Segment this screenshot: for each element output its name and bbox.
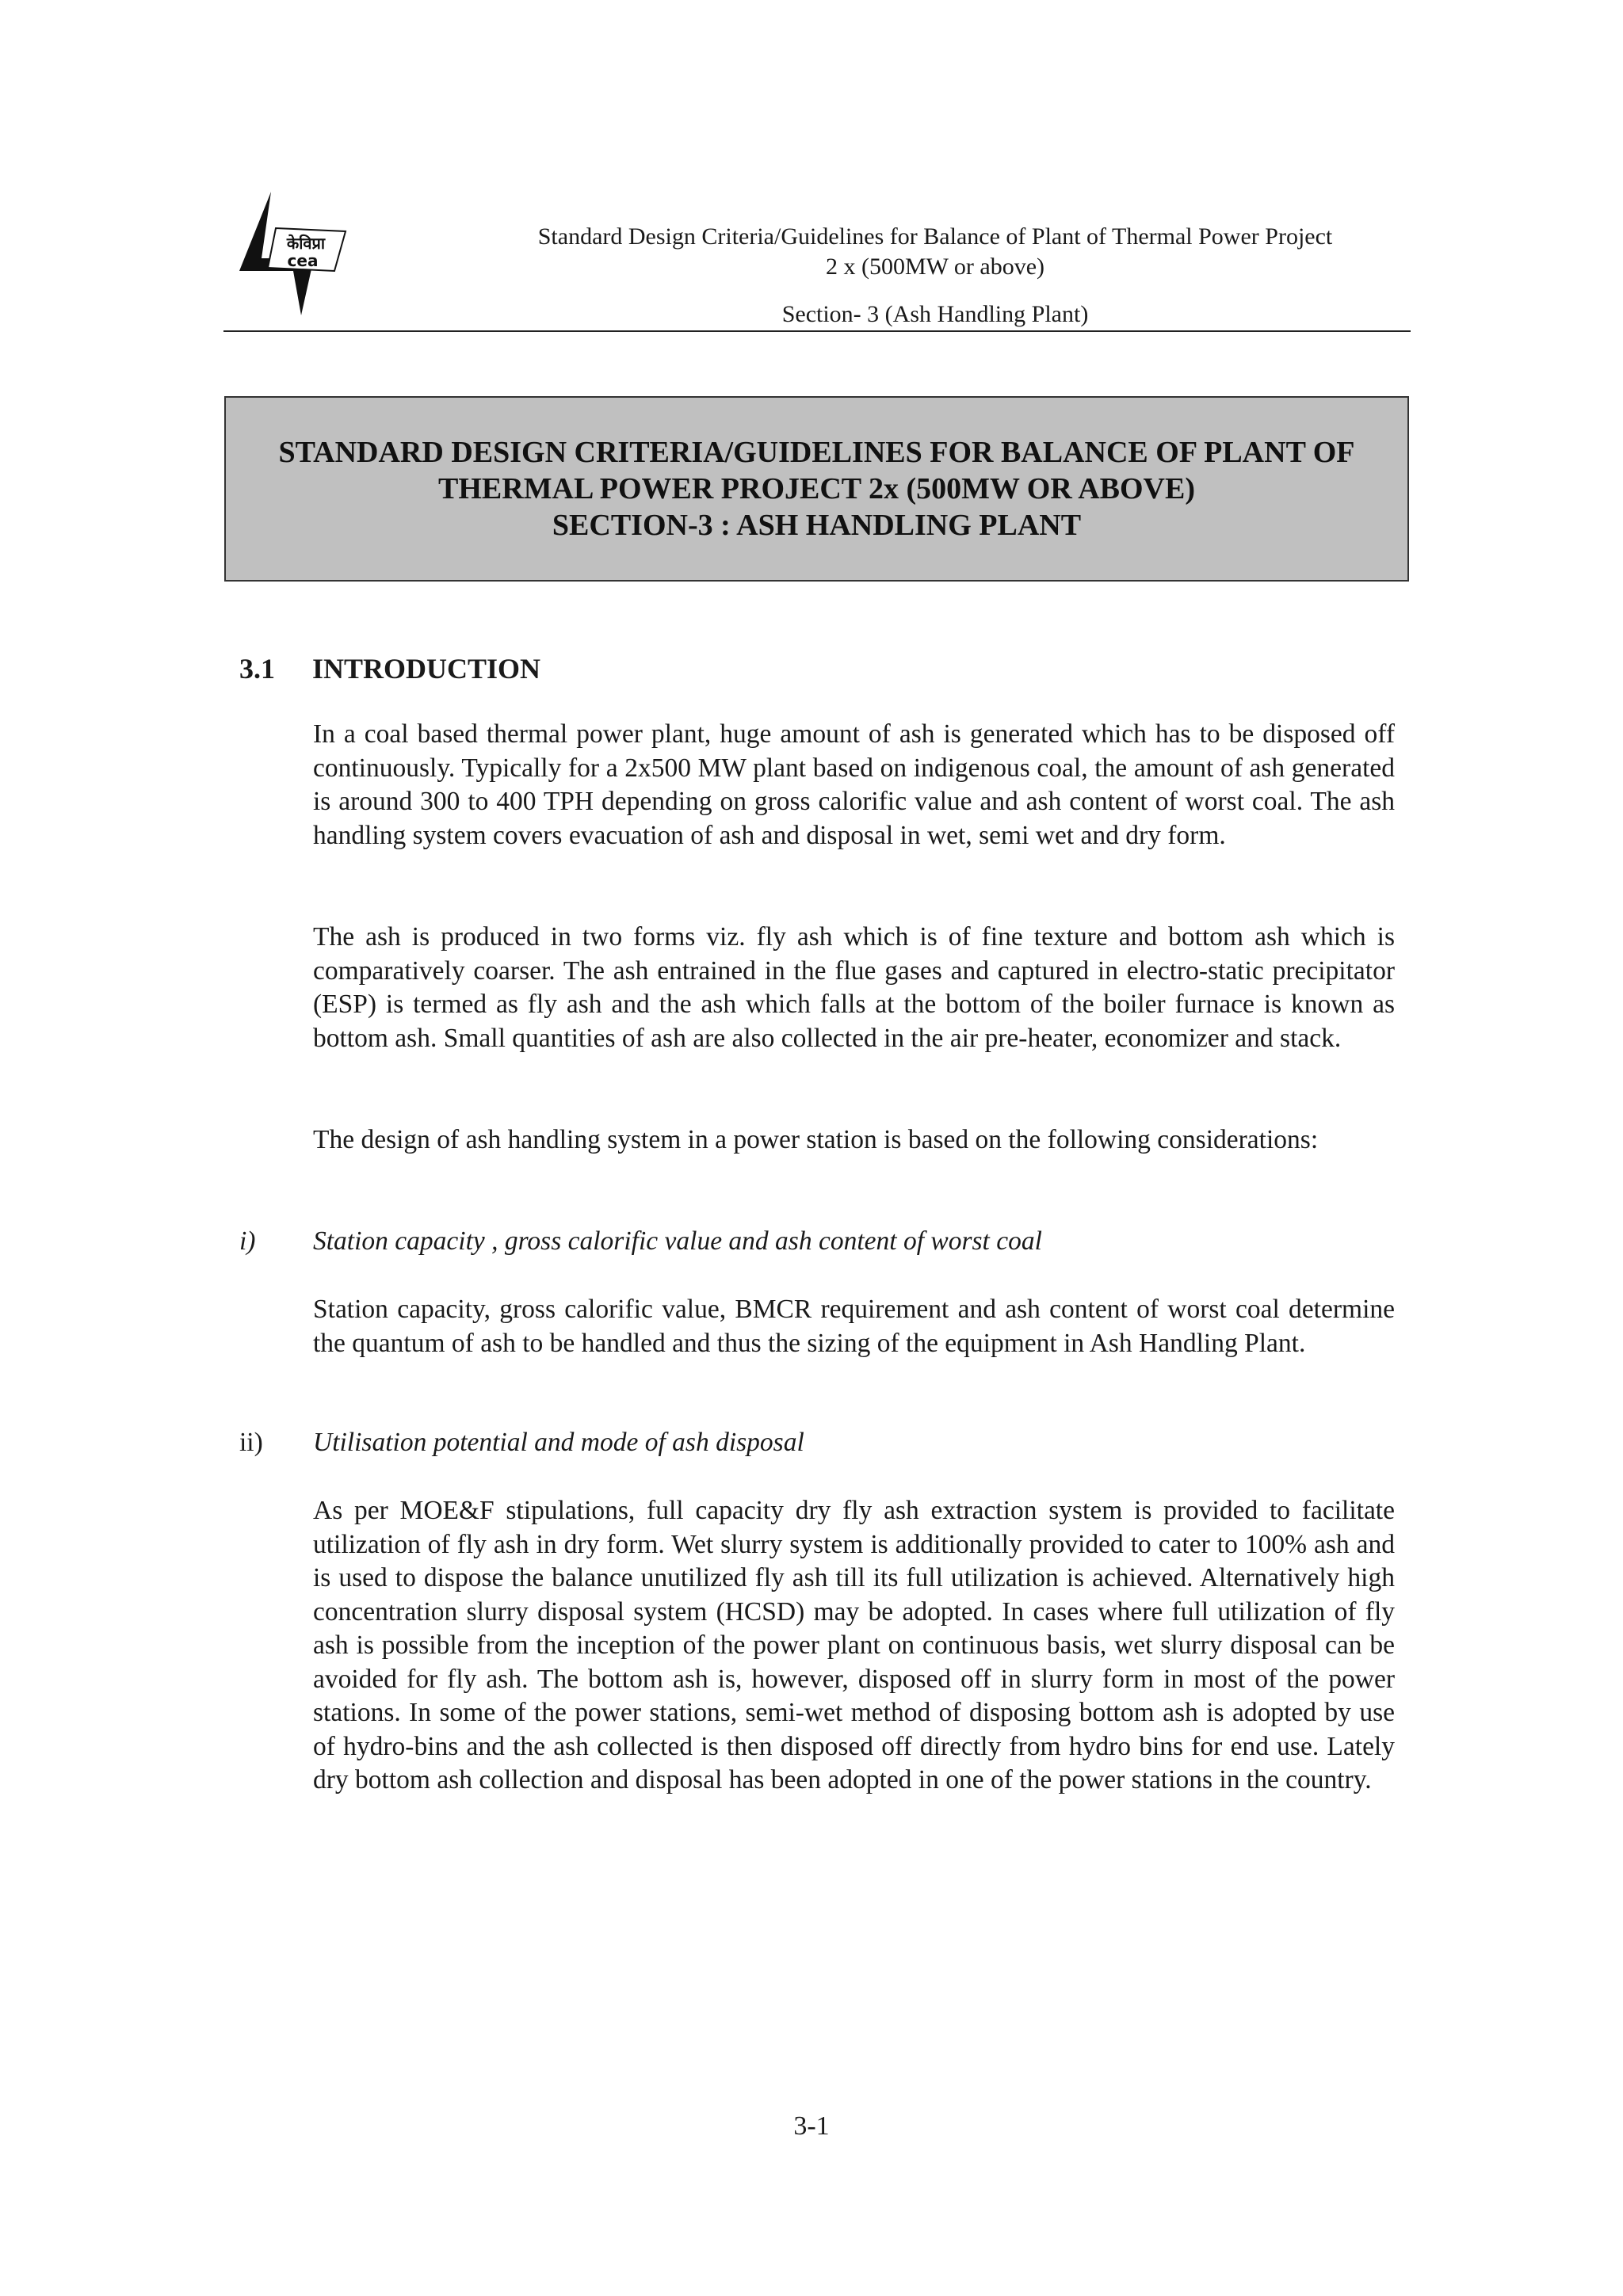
list-item-i-title: Station capacity , gross calorific value and ash content of worst coal [313, 1226, 1042, 1256]
list-marker-ii: ii) [239, 1428, 263, 1457]
list-marker-i: i) [239, 1226, 256, 1256]
cea-logo [238, 189, 349, 315]
paragraph-considerations: The design of ash handling system in a power station is based on the following considerations: [313, 1125, 1319, 1154]
section-number: 3.1 [239, 653, 275, 685]
title-box [224, 396, 1409, 582]
section-title: INTRODUCTION [312, 653, 541, 685]
header-divider [223, 330, 1411, 332]
title-line-3: SECTION-3 : ASH HANDLING PLANT [552, 509, 1082, 542]
header-line-2: 2 x (500MW or above) [825, 254, 1045, 280]
paragraph-station-capacity: Station capacity, gross calorific value, BMCR requirement and ash content of worst coal determine the quantum of ash to be handled and thus the sizing of the equipment in Ash Handling Plant. [313, 1295, 1395, 1358]
title-line-2: THERMAL POWER PROJECT 2x (500MW OR ABOVE) [438, 472, 1195, 505]
section-heading [239, 651, 540, 686]
list-item-i [239, 1225, 1042, 1258]
title-line-1: STANDARD DESIGN CRITERIA/GUIDELINES FOR BALANCE OF PLANT OF [278, 436, 1355, 469]
logo-cea-text: cea [287, 251, 319, 270]
list-item-ii [239, 1426, 804, 1459]
header-line-1: Standard Design Criteria/Guidelines for Balance of Plant of Thermal Power Project [537, 223, 1333, 250]
paragraph-intro: In a coal based thermal power plant, huge amount of ash is generated which has to be disposed off continuously. Typically for a 2x500 MW plant based on indigenous coal, the amount of ash generated is around 300 to 400 TPH depending on gross calorific value and ash content of worst coal. The ash handling system covers evacuation of ash and disposal in wet, semi wet and dry form. [313, 719, 1395, 850]
page-number: 3-1 [793, 2111, 830, 2141]
list-item-ii-title: Utilisation potential and mode of ash disposal [313, 1428, 804, 1457]
paragraph-utilisation: As per MOE&F stipulations, full capacity dry fly ash extraction system is provided to facilitate utilization of fly ash in dry form. Wet slurry system is additionally provided to cater to 100% ash and is used to dispose the balance unutilized fly ash till its full utilization is achieved. Alternatively high concentration slurry disposal system (HCSD) may be adopted. In cases where full utilization of fly ash is possible from the inception of the power plant on continuous basis, wet slurry disposal can be avoided for fly ash. The bottom ash is, however, disposed off in slurry form in most of the power stations. In some of the power stations, semi-wet method of disposing bottom ash is adopted by use of hydro-bins and the ash collected is then disposed off directly from hydro bins for end use. Lately dry bottom ash collection and disposal has been adopted in one of the power stations in the country. [313, 1496, 1395, 1794]
cea-logo-graphic [238, 189, 349, 315]
running-header [372, 222, 1498, 282]
paragraph-ash-forms: The ash is produced in two forms viz. fly ash which is of fine texture and bottom ash which is comparatively coarser. The ash entrained in the flue gases and captured in electro-static precipitator (ESP) is termed as fly ash and the ash which falls at the bottom of the boiler furnace is known as bottom ash. Small quantities of ash are also collected in the air pre-heater, economizer and stack. [313, 922, 1395, 1053]
logo-hindi-text: केविप्रा [286, 234, 326, 253]
header-section-label: Section- 3 (Ash Handling Plant) [781, 301, 1089, 327]
